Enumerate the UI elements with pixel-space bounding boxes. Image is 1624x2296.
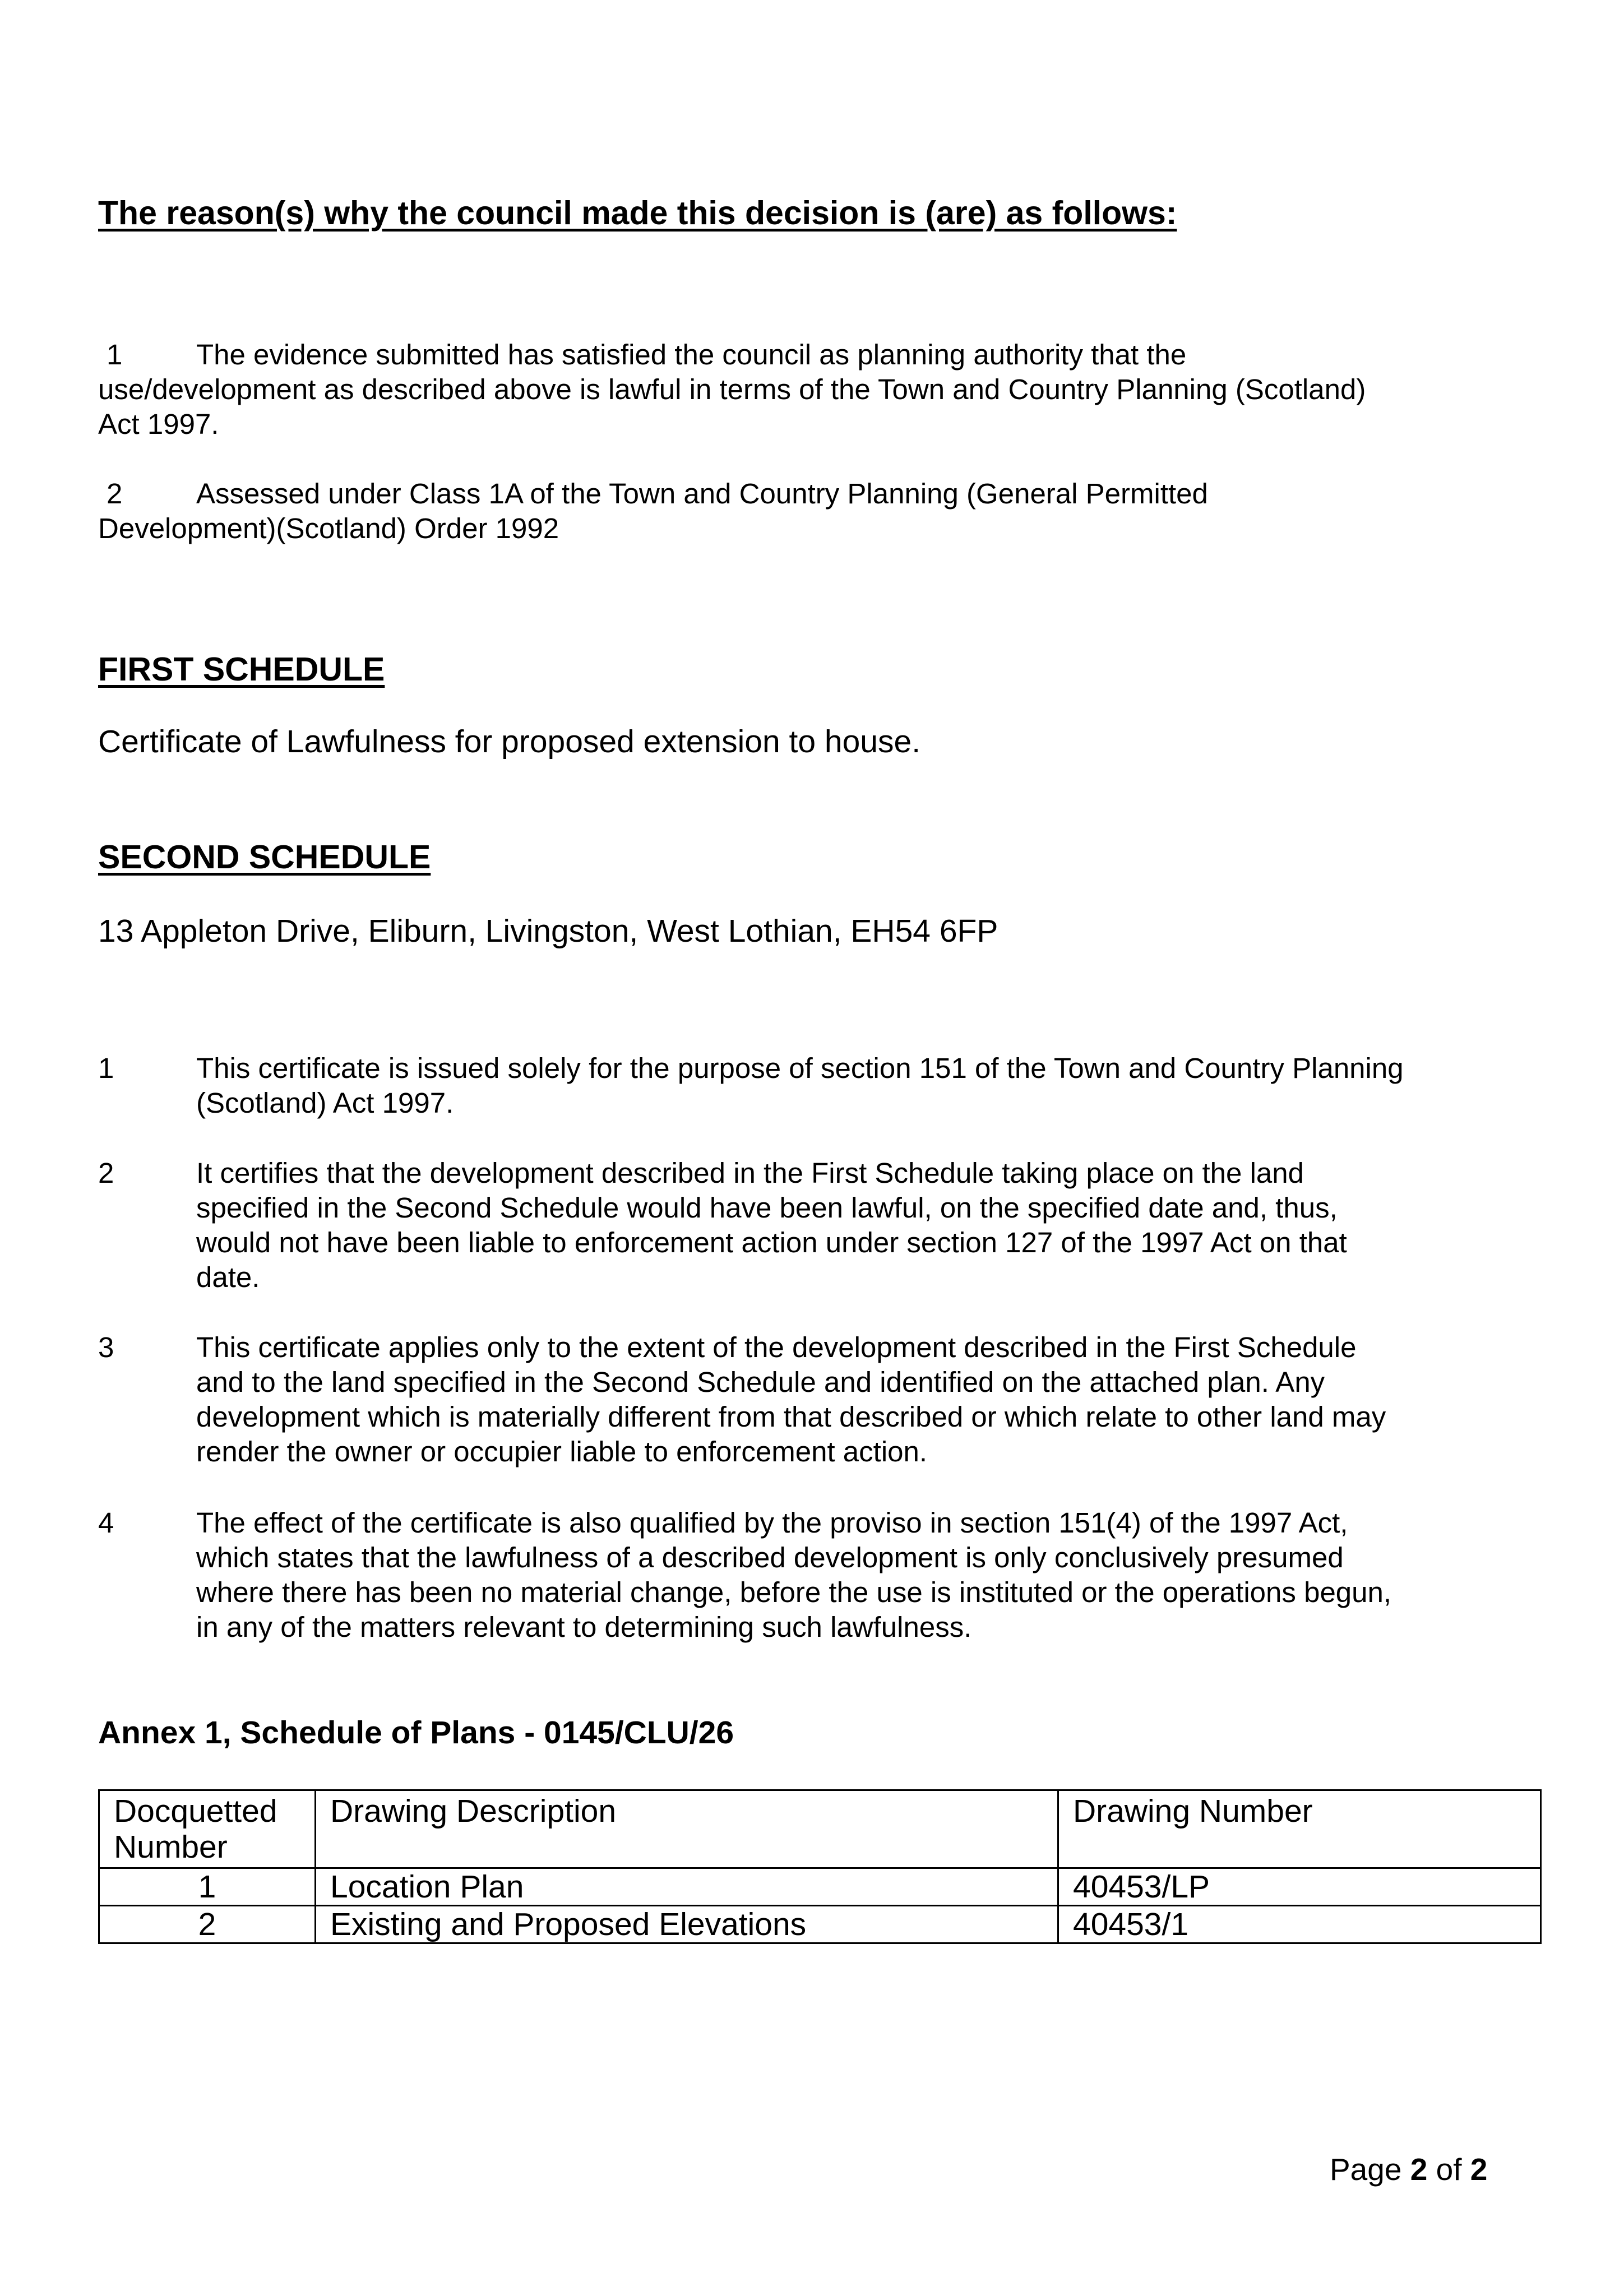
column-header-drawing-description: Drawing Description [316,1790,1058,1868]
annex-title: Annex 1, Schedule of Plans - 0145/CLU/26 [98,1715,734,1751]
note-number: 4 [98,1507,114,1539]
schedule-of-plans-table [98,1789,1542,1944]
reason-line: Assessed under Class 1A of the Town and Country Planning (General Permitted [196,478,1208,510]
note-line: date. [196,1261,260,1293]
reason-line: use/development as described above is lawful in terms of the Town and Country Planning (Scotland) [98,373,1366,405]
note-line: in any of the matters relevant to determining such lawfulness. [196,1611,972,1643]
drawing-number-cell: 40453/LP [1058,1868,1541,1906]
note-line: would not have been liable to enforcement action under section 127 of the 1997 Act on that [196,1226,1347,1258]
drawing-description-cell: Location Plan [316,1868,1058,1906]
reason-item-1 [98,337,1533,442]
reason-number: 1 [107,339,123,371]
reason-line: Act 1997. [98,408,219,440]
of-word: of [1436,2152,1462,2187]
total-pages: 2 [1470,2152,1488,2187]
note-line: This certificate applies only to the extent of the development described in the First Schedule [196,1331,1357,1363]
column-header-drawing-number: Drawing Number [1058,1790,1541,1868]
note-line: specified in the Second Schedule would have been lawful, on the specified date and, thus, [196,1192,1338,1224]
reasons-heading: The reason(s) why the council made this decision is (are) as follows: [98,195,1177,232]
docquetted-number-cell: 1 [99,1868,316,1906]
page-number-footer [1330,2151,1487,2187]
note-number: 2 [98,1157,114,1189]
note-line: (Scotland) Act 1997. [196,1087,454,1119]
page-word: Page [1330,2152,1402,2187]
first-schedule-heading: FIRST SCHEDULE [98,651,385,688]
note-line: where there has been no material change, before the use is instituted or the operations begun, [196,1576,1392,1608]
reason-line: The evidence submitted has satisfied the council as planning authority that the [196,339,1187,371]
first-schedule-text: Certificate of Lawfulness for proposed extension to house. [98,724,921,760]
note-number: 3 [98,1331,114,1363]
header-number: Number [114,1829,228,1865]
note-number: 1 [98,1052,114,1084]
column-header-docquetted-number [99,1790,316,1868]
note-line: This certificate is issued solely for the purpose of section 151 of the Town and Country Planning [196,1052,1404,1084]
note-line: It certifies that the development described in the First Schedule taking place on the land [196,1157,1304,1189]
note-line: render the owner or occupier liable to enforcement action. [196,1436,928,1468]
drawing-description-cell: Existing and Proposed Elevations [316,1906,1058,1943]
note-line: and to the land specified in the Second Schedule and identified on the attached plan. Any [196,1366,1325,1398]
reason-number: 2 [107,478,123,510]
reason-line: Development)(Scotland) Order 1992 [98,512,559,544]
note-line: The effect of the certificate is also qualified by the proviso in section 151(4) of the 1997 Act, [196,1507,1348,1539]
table-row [99,1906,1541,1943]
current-page: 2 [1410,2152,1428,2187]
second-schedule-heading: SECOND SCHEDULE [98,839,431,876]
note-line: which states that the lawfulness of a described development is only conclusively presumed [196,1542,1344,1573]
header-docquetted: Docquetted [114,1793,277,1829]
reason-item-2 [98,476,1533,546]
drawing-number-cell: 40453/1 [1058,1906,1541,1943]
table-header-row [99,1790,1541,1868]
second-schedule-address: 13 Appleton Drive, Eliburn, Livingston, West Lothian, EH54 6FP [98,913,998,949]
note-line: development which is materially different from that described or which relate to other land may [196,1401,1386,1433]
docquetted-number-cell: 2 [99,1906,316,1943]
table-row [99,1868,1541,1906]
